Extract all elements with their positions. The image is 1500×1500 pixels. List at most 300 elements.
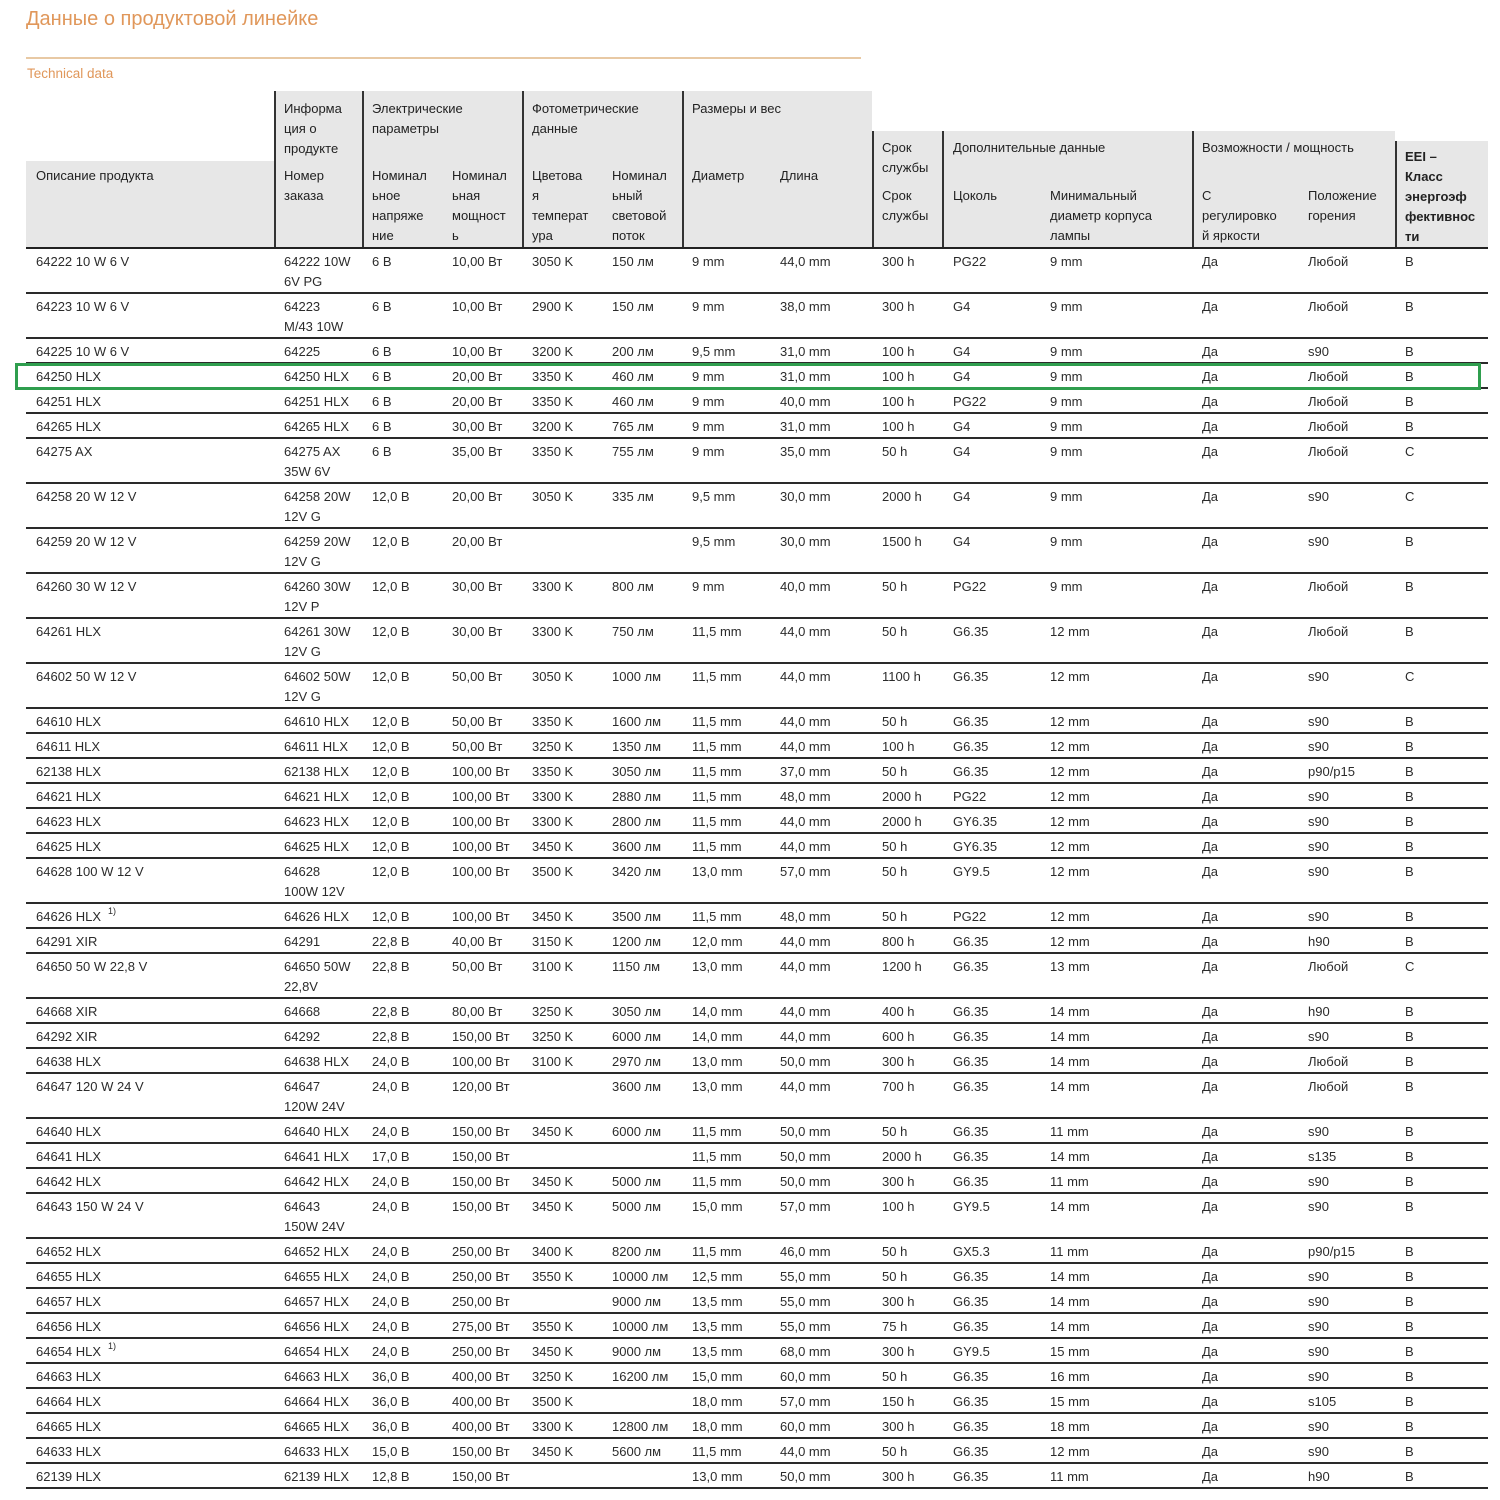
section-subtitle: Technical data xyxy=(27,66,114,81)
cell-min-diameter: 14 mm xyxy=(1050,1199,1090,1214)
cell-dimmable: Да xyxy=(1202,1394,1219,1409)
cell-diameter: 11,5 mm xyxy=(692,1244,742,1259)
cell-lifetime: 50 h xyxy=(882,839,908,854)
cell-base: G6.35 xyxy=(953,1394,989,1409)
col-color-temp: Цветова я температ ура xyxy=(532,168,589,243)
cell-lifetime: 50 h xyxy=(882,1369,908,1384)
cell-luminous-flux: 200 лм xyxy=(612,344,654,359)
cell-order-number: 64633 HLX xyxy=(284,1444,350,1459)
table-row xyxy=(26,484,1488,529)
cell-luminous-flux: 3050 лм xyxy=(612,1004,662,1019)
cell-diameter: 15,0 mm xyxy=(692,1369,743,1384)
table-row xyxy=(26,1074,1488,1119)
cell-burning-position: s90 xyxy=(1308,1344,1329,1359)
cell-length: 44,0 mm xyxy=(780,669,831,684)
cell-base: G6.35 xyxy=(953,1294,989,1309)
cell-lifetime: 700 h xyxy=(882,1079,915,1094)
cell-power: 30,00 Вт xyxy=(452,419,503,434)
cell-base: PG22 xyxy=(953,579,987,594)
cell-base: G4 xyxy=(953,369,971,384)
cell-length: 46,0 mm xyxy=(780,1244,831,1259)
cell-voltage: 6 В xyxy=(372,344,392,359)
cell-min-diameter: 14 mm xyxy=(1050,1149,1090,1164)
cell-base: G6.35 xyxy=(953,1319,989,1334)
cell-luminous-flux: 6000 лм xyxy=(612,1029,662,1044)
cell-lifetime: 50 h xyxy=(882,1244,908,1259)
cell-min-diameter: 9 mm xyxy=(1050,534,1083,549)
group-electric: Электрические параметры xyxy=(372,101,463,136)
cell-power: 20,00 Вт xyxy=(452,534,503,549)
group-additional: Дополнительные данные xyxy=(953,140,1106,155)
cell-base: G4 xyxy=(953,489,971,504)
cell-description: 64291 XIR xyxy=(36,934,98,949)
cell-base: G4 xyxy=(953,534,971,549)
cell-luminous-flux: 800 лм xyxy=(612,579,654,594)
cell-luminous-flux: 460 лм xyxy=(612,369,654,384)
cell-burning-position: s90 xyxy=(1308,839,1329,854)
cell-power: 100,00 Вт xyxy=(452,864,510,879)
cell-eei-class: C xyxy=(1405,444,1415,459)
cell-voltage: 22,8 В xyxy=(372,934,410,949)
cell-diameter: 11,5 mm xyxy=(692,624,742,639)
cell-diameter: 11,5 mm xyxy=(692,714,742,729)
cell-order-number: 62139 HLX xyxy=(284,1469,350,1484)
col-length: Длина xyxy=(780,168,819,183)
group-eei: EEI – Класс энергоэф фективнос ти xyxy=(1405,149,1476,244)
cell-base: G4 xyxy=(953,344,971,359)
table-body xyxy=(26,249,1488,1489)
table-row xyxy=(26,339,1488,364)
cell-description: 64665 HLX xyxy=(36,1419,102,1434)
cell-lifetime: 800 h xyxy=(882,934,915,949)
cell-order-number: 64251 HLX xyxy=(284,394,350,409)
cell-power: 100,00 Вт xyxy=(452,789,510,804)
cell-burning-position: s90 xyxy=(1308,1369,1329,1384)
cell-burning-position: s90 xyxy=(1308,714,1329,729)
cell-burning-position: s90 xyxy=(1308,864,1329,879)
cell-voltage: 24,0 В xyxy=(372,1124,410,1139)
table-row xyxy=(26,784,1488,809)
cell-eei-class: B xyxy=(1405,764,1414,779)
cell-min-diameter: 12 mm xyxy=(1050,789,1090,804)
cell-burning-position: s90 xyxy=(1308,739,1329,754)
cell-order-number: 62138 HLX xyxy=(284,764,350,779)
cell-base: PG22 xyxy=(953,909,987,924)
cell-color-temp: 3450 K xyxy=(532,1124,574,1139)
title-rule xyxy=(26,57,861,59)
cell-eei-class: B xyxy=(1405,1269,1414,1284)
cell-base: G6.35 xyxy=(953,1444,989,1459)
cell-dimmable: Да xyxy=(1202,814,1219,829)
cell-diameter: 13,5 mm xyxy=(692,1294,743,1309)
cell-eei-class: B xyxy=(1405,1029,1414,1044)
cell-description: 64275 AX xyxy=(36,444,93,459)
cell-eei-class: B xyxy=(1405,739,1414,754)
cell-length: 44,0 mm xyxy=(780,739,831,754)
cell-color-temp: 3300 K xyxy=(532,1419,574,1434)
cell-min-diameter: 14 mm xyxy=(1050,1079,1090,1094)
cell-order-number: 64225 xyxy=(284,344,321,359)
cell-diameter: 11,5 mm xyxy=(692,1444,742,1459)
cell-diameter: 13,0 mm xyxy=(692,1054,743,1069)
cell-luminous-flux: 3500 лм xyxy=(612,909,662,924)
table-row xyxy=(26,859,1488,904)
cell-order-number: 64638 HLX xyxy=(284,1054,350,1069)
cell-diameter: 14,0 mm xyxy=(692,1004,743,1019)
col-voltage: Номинал ьное напряже ние xyxy=(372,168,427,243)
cell-lifetime: 2000 h xyxy=(882,1149,922,1164)
cell-power: 50,00 Вт xyxy=(452,959,503,974)
cell-voltage: 36,0 В xyxy=(372,1419,410,1434)
cell-eei-class: B xyxy=(1405,789,1414,804)
cell-power: 400,00 Вт xyxy=(452,1394,510,1409)
table-row xyxy=(26,1119,1488,1144)
cell-diameter: 11,5 mm xyxy=(692,789,742,804)
cell-diameter: 9 mm xyxy=(692,254,725,269)
cell-burning-position: Любой xyxy=(1308,1079,1349,1094)
cell-length: 44,0 mm xyxy=(780,934,831,949)
cell-burning-position: h90 xyxy=(1308,934,1330,949)
cell-lifetime: 1500 h xyxy=(882,534,922,549)
cell-dimmable: Да xyxy=(1202,959,1219,974)
cell-diameter: 11,5 mm xyxy=(692,839,742,854)
cell-diameter: 11,5 mm xyxy=(692,1124,742,1139)
cell-eei-class: B xyxy=(1405,394,1414,409)
cell-eei-class: C xyxy=(1405,959,1415,974)
cell-eei-class: B xyxy=(1405,534,1414,549)
cell-voltage: 15,0 В xyxy=(372,1444,410,1459)
cell-base: PG22 xyxy=(953,789,987,804)
cell-diameter: 9,5 mm xyxy=(692,534,736,549)
table-row xyxy=(26,904,1488,929)
cell-burning-position: s90 xyxy=(1308,909,1329,924)
cell-luminous-flux: 460 лм xyxy=(612,394,654,409)
cell-color-temp: 3300 K xyxy=(532,789,574,804)
cell-power: 100,00 Вт xyxy=(452,1054,510,1069)
cell-length: 44,0 mm xyxy=(780,1079,831,1094)
cell-min-diameter: 9 mm xyxy=(1050,299,1083,314)
col-order-number: Номер заказа xyxy=(284,168,325,203)
cell-diameter: 11,5 mm xyxy=(692,764,742,779)
cell-color-temp: 3050 K xyxy=(532,254,574,269)
cell-color-temp: 3500 K xyxy=(532,864,574,879)
cell-order-number: 64665 HLX xyxy=(284,1419,350,1434)
cell-color-temp: 3050 K xyxy=(532,669,574,684)
cell-order-number: 64640 HLX xyxy=(284,1124,350,1139)
cell-dimmable: Да xyxy=(1202,534,1219,549)
cell-min-diameter: 9 mm xyxy=(1050,489,1083,504)
cell-diameter: 11,5 mm xyxy=(692,669,742,684)
cell-eei-class: B xyxy=(1405,1004,1414,1019)
cell-lifetime: 2000 h xyxy=(882,814,922,829)
cell-eei-class: B xyxy=(1405,934,1414,949)
cell-description: 64259 20 W 12 V xyxy=(36,534,137,549)
cell-description: 64633 HLX xyxy=(36,1444,102,1459)
cell-dimmable: Да xyxy=(1202,1174,1219,1189)
cell-voltage: 6 В xyxy=(372,254,392,269)
cell-order-number: 64626 HLX xyxy=(284,909,350,924)
cell-length: 44,0 mm xyxy=(780,1004,831,1019)
cell-base: G6.35 xyxy=(953,1269,989,1284)
cell-description: 64654 HLX xyxy=(36,1344,102,1359)
cell-burning-position: p90/p15 xyxy=(1308,764,1355,779)
cell-color-temp: 3350 K xyxy=(532,764,574,779)
cell-burning-position: s90 xyxy=(1308,1419,1329,1434)
cell-luminous-flux: 1150 лм xyxy=(612,959,661,974)
cell-lifetime: 50 h xyxy=(882,909,908,924)
cell-luminous-flux: 1200 лм xyxy=(612,934,662,949)
cell-luminous-flux: 150 лм xyxy=(612,254,654,269)
cell-order-number: 64647 120W 24V xyxy=(284,1079,345,1114)
cell-color-temp: 3200 K xyxy=(532,419,574,434)
cell-order-number: 64642 HLX xyxy=(284,1174,350,1189)
cell-color-temp: 3450 K xyxy=(532,839,574,854)
cell-power: 150,00 Вт xyxy=(452,1149,510,1164)
cell-power: 100,00 Вт xyxy=(452,839,510,854)
table-row xyxy=(26,1264,1488,1289)
cell-lifetime: 50 h xyxy=(882,764,908,779)
cell-burning-position: h90 xyxy=(1308,1469,1330,1484)
cell-luminous-flux: 10000 лм xyxy=(612,1269,669,1284)
cell-length: 57,0 mm xyxy=(780,1394,831,1409)
cell-min-diameter: 11 mm xyxy=(1050,1124,1089,1139)
cell-length: 50,0 mm xyxy=(780,1054,831,1069)
cell-description: 64640 HLX xyxy=(36,1124,102,1139)
cell-power: 10,00 Вт xyxy=(452,254,503,269)
cell-description: 64626 HLX xyxy=(36,909,102,924)
cell-power: 30,00 Вт xyxy=(452,579,503,594)
cell-min-diameter: 12 mm xyxy=(1050,669,1090,684)
cell-base: G6.35 xyxy=(953,714,989,729)
cell-power: 50,00 Вт xyxy=(452,739,503,754)
cell-eei-class: B xyxy=(1405,624,1414,639)
cell-burning-position: s90 xyxy=(1308,1319,1329,1334)
cell-description: 64610 HLX xyxy=(36,714,102,729)
cell-description: 64222 10 W 6 V xyxy=(36,254,130,269)
cell-order-number: 64260 30W 12V P xyxy=(284,579,351,614)
cell-order-number: 64292 xyxy=(284,1029,321,1044)
cell-length: 44,0 mm xyxy=(780,959,831,974)
cell-power: 20,00 Вт xyxy=(452,489,503,504)
cell-dimmable: Да xyxy=(1202,1079,1219,1094)
cell-length: 48,0 mm xyxy=(780,789,831,804)
cell-lifetime: 1200 h xyxy=(882,959,922,974)
cell-description: 64258 20 W 12 V xyxy=(36,489,137,504)
cell-dimmable: Да xyxy=(1202,739,1219,754)
cell-eei-class: B xyxy=(1405,1319,1414,1334)
cell-luminous-flux: 9000 лм xyxy=(612,1344,662,1359)
cell-min-diameter: 15 mm xyxy=(1050,1344,1090,1359)
cell-luminous-flux: 335 лм xyxy=(612,489,654,504)
cell-order-number: 64623 HLX xyxy=(284,814,350,829)
cell-base: G6.35 xyxy=(953,1469,989,1484)
cell-dimmable: Да xyxy=(1202,764,1219,779)
cell-length: 44,0 mm xyxy=(780,1444,831,1459)
cell-luminous-flux: 8200 лм xyxy=(612,1244,662,1259)
cell-min-diameter: 12 mm xyxy=(1050,814,1090,829)
cell-luminous-flux: 1000 лм xyxy=(612,669,662,684)
cell-min-diameter: 11 mm xyxy=(1050,1174,1089,1189)
cell-dimmable: Да xyxy=(1202,1124,1219,1139)
cell-order-number: 64259 20W 12V G xyxy=(284,534,351,569)
table-row xyxy=(26,1439,1488,1464)
cell-description: 64250 HLX xyxy=(36,369,102,384)
cell-color-temp: 3350 K xyxy=(532,369,574,384)
cell-diameter: 12,5 mm xyxy=(692,1269,743,1284)
cell-diameter: 11,5 mm xyxy=(692,814,742,829)
col-diameter: Диаметр xyxy=(692,168,745,183)
cell-description: 62139 HLX xyxy=(36,1469,102,1484)
cell-order-number: 64265 HLX xyxy=(284,419,350,434)
cell-min-diameter: 16 mm xyxy=(1050,1369,1090,1384)
cell-dimmable: Да xyxy=(1202,1469,1219,1484)
cell-voltage: 24,0 В xyxy=(372,1294,410,1309)
cell-luminous-flux: 10000 лм xyxy=(612,1319,669,1334)
cell-voltage: 24,0 В xyxy=(372,1199,410,1214)
cell-luminous-flux: 5600 лм xyxy=(612,1444,662,1459)
cell-diameter: 11,5 mm xyxy=(692,739,742,754)
cell-description: 64602 50 W 12 V xyxy=(36,669,137,684)
cell-eei-class: B xyxy=(1405,344,1414,359)
cell-color-temp: 2900 K xyxy=(532,299,574,314)
cell-burning-position: s105 xyxy=(1308,1394,1337,1409)
table-row xyxy=(26,1169,1488,1194)
cell-description: 64647 120 W 24 V xyxy=(36,1079,144,1094)
cell-diameter: 12,0 mm xyxy=(692,934,743,949)
cell-min-diameter: 14 mm xyxy=(1050,1054,1090,1069)
cell-voltage: 12,8 В xyxy=(372,1469,410,1484)
cell-lifetime: 100 h xyxy=(882,394,915,409)
cell-color-temp: 3500 K xyxy=(532,1394,574,1409)
cell-dimmable: Да xyxy=(1202,489,1219,504)
cell-eei-class: B xyxy=(1405,714,1414,729)
cell-length: 55,0 mm xyxy=(780,1319,831,1334)
cell-diameter: 9 mm xyxy=(692,579,725,594)
cell-base: GY9.5 xyxy=(953,1199,990,1214)
cell-dimmable: Да xyxy=(1202,1244,1219,1259)
cell-order-number: 64611 HLX xyxy=(284,739,349,754)
cell-length: 44,0 mm xyxy=(780,714,831,729)
cell-length: 40,0 mm xyxy=(780,394,831,409)
cell-min-diameter: 12 mm xyxy=(1050,839,1090,854)
group-photometric: Фотометрические данные xyxy=(532,101,639,136)
cell-luminous-flux: 1600 лм xyxy=(612,714,662,729)
cell-min-diameter: 12 mm xyxy=(1050,934,1090,949)
cell-voltage: 36,0 В xyxy=(372,1369,410,1384)
cell-base: G4 xyxy=(953,419,971,434)
cell-eei-class: B xyxy=(1405,1294,1414,1309)
cell-description: 64621 HLX xyxy=(36,789,102,804)
cell-power: 20,00 Вт xyxy=(452,369,503,384)
cell-color-temp: 3450 K xyxy=(532,1444,574,1459)
cell-lifetime: 50 h xyxy=(882,714,908,729)
cell-eei-class: B xyxy=(1405,1124,1414,1139)
cell-base: G4 xyxy=(953,299,971,314)
cell-description: 64657 HLX xyxy=(36,1294,102,1309)
cell-diameter: 13,5 mm xyxy=(692,1344,743,1359)
product-table xyxy=(26,91,1488,1489)
cell-diameter: 13,5 mm xyxy=(692,1319,743,1334)
cell-dimmable: Да xyxy=(1202,839,1219,854)
cell-luminous-flux: 9000 лм xyxy=(612,1294,662,1309)
cell-eei-class: C xyxy=(1405,669,1415,684)
cell-min-diameter: 15 mm xyxy=(1050,1394,1090,1409)
cell-description: 64625 HLX xyxy=(36,839,102,854)
table-row xyxy=(26,954,1488,999)
cell-burning-position: s90 xyxy=(1308,1199,1329,1214)
table-row xyxy=(26,929,1488,954)
table-row xyxy=(26,389,1488,414)
cell-burning-position: Любой xyxy=(1308,579,1349,594)
cell-description: 64664 HLX xyxy=(36,1394,102,1409)
cell-order-number: 64610 HLX xyxy=(284,714,350,729)
cell-burning-position: Любой xyxy=(1308,394,1349,409)
cell-description: 64641 HLX xyxy=(36,1149,102,1164)
cell-power: 150,00 Вт xyxy=(452,1444,510,1459)
cell-order-number: 64275 AX 35W 6V xyxy=(284,444,341,479)
cell-length: 31,0 mm xyxy=(780,344,831,359)
cell-lifetime: 50 h xyxy=(882,624,908,639)
cell-order-number: 64656 HLX xyxy=(284,1319,350,1334)
cell-lifetime: 2000 h xyxy=(882,489,922,504)
cell-base: GY9.5 xyxy=(953,864,990,879)
cell-eei-class: B xyxy=(1405,1419,1414,1434)
cell-min-diameter: 14 mm xyxy=(1050,1004,1090,1019)
cell-burning-position: s90 xyxy=(1308,814,1329,829)
cell-min-diameter: 12 mm xyxy=(1050,1444,1090,1459)
cell-voltage: 6 В xyxy=(372,299,392,314)
cell-description: 64223 10 W 6 V xyxy=(36,299,130,314)
cell-voltage: 36,0 В xyxy=(372,1394,410,1409)
footnote-mark: 1) xyxy=(108,1341,117,1351)
cell-color-temp: 3450 K xyxy=(532,1344,574,1359)
table-row xyxy=(26,1414,1488,1439)
cell-order-number: 64652 HLX xyxy=(284,1244,350,1259)
cell-min-diameter: 9 mm xyxy=(1050,369,1083,384)
cell-power: 150,00 Вт xyxy=(452,1469,510,1484)
cell-length: 31,0 mm xyxy=(780,419,831,434)
cell-order-number: 64663 HLX xyxy=(284,1369,350,1384)
table-row xyxy=(26,734,1488,759)
cell-voltage: 12,0 В xyxy=(372,624,410,639)
table-row xyxy=(26,1194,1488,1239)
cell-description: 64623 HLX xyxy=(36,814,102,829)
col-base: Цоколь xyxy=(953,188,997,203)
cell-base: G6.35 xyxy=(953,669,989,684)
cell-luminous-flux: 750 лм xyxy=(612,624,654,639)
cell-power: 100,00 Вт xyxy=(452,909,510,924)
group-lifetime: Срок службы xyxy=(882,140,929,175)
cell-min-diameter: 11 mm xyxy=(1050,1469,1089,1484)
cell-base: G6.35 xyxy=(953,1054,989,1069)
cell-order-number: 64291 xyxy=(284,934,321,949)
cell-description: 64643 150 W 24 V xyxy=(36,1199,144,1214)
col-lifetime: Срок службы xyxy=(882,188,929,223)
cell-voltage: 24,0 В xyxy=(372,1319,410,1334)
cell-color-temp: 3350 K xyxy=(532,444,574,459)
cell-color-temp: 3050 K xyxy=(532,489,574,504)
cell-dimmable: Да xyxy=(1202,444,1219,459)
cell-length: 55,0 mm xyxy=(780,1269,831,1284)
cell-color-temp: 3350 K xyxy=(532,394,574,409)
table-row xyxy=(26,249,1488,294)
cell-color-temp: 3450 K xyxy=(532,1174,574,1189)
cell-luminous-flux: 3600 лм xyxy=(612,839,662,854)
cell-dimmable: Да xyxy=(1202,864,1219,879)
cell-dimmable: Да xyxy=(1202,1419,1219,1434)
cell-min-diameter: 12 mm xyxy=(1050,864,1090,879)
cell-base: G6.35 xyxy=(953,1149,989,1164)
